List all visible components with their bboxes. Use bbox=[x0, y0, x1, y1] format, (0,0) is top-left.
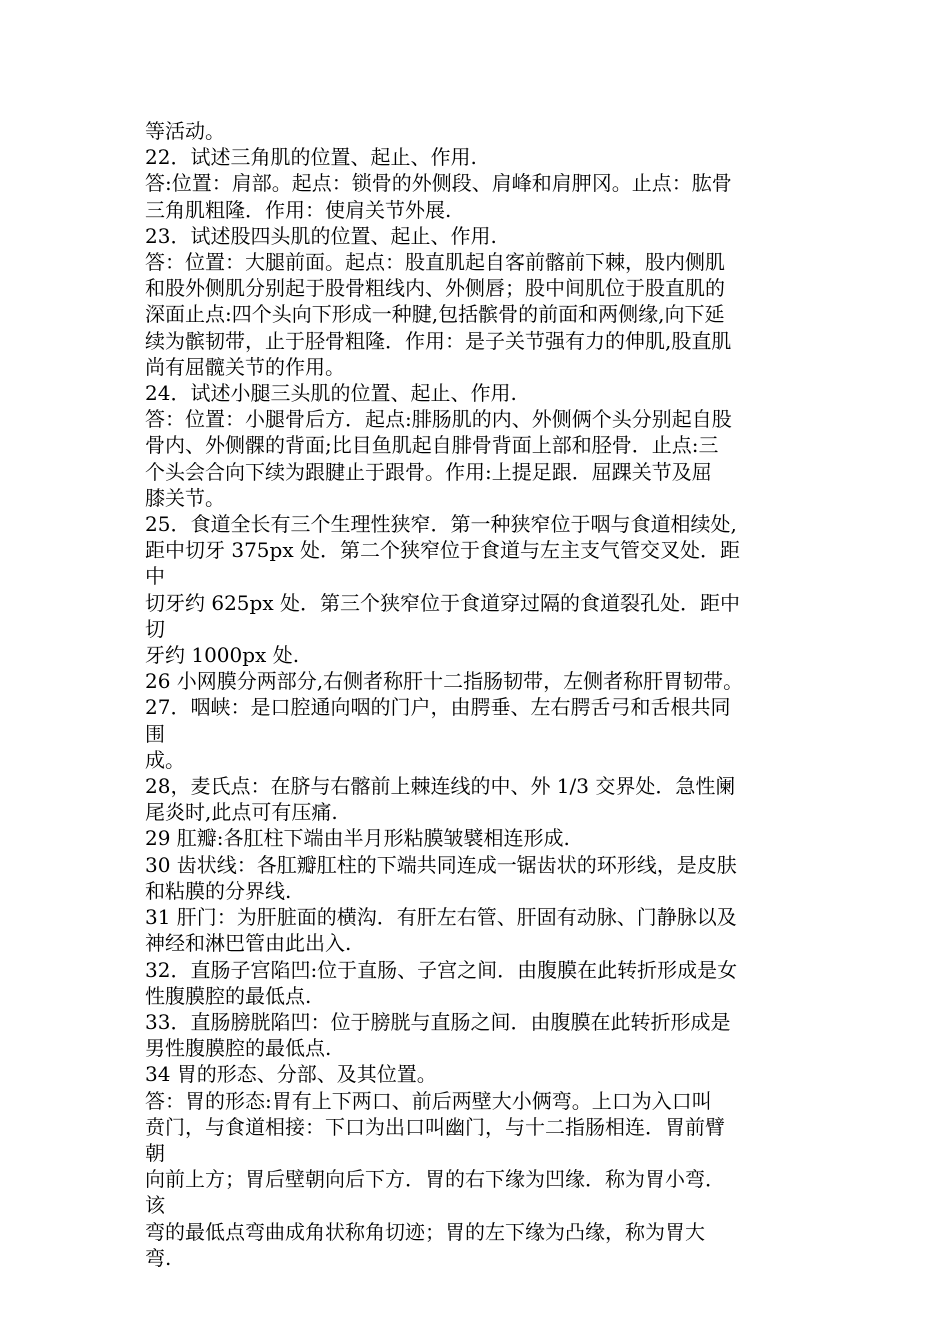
document-body bbox=[145, 118, 815, 1271]
text-line: 膝关节。 bbox=[145, 485, 225, 510]
text-line: 尾炎时,此点可有压痛. bbox=[145, 800, 338, 825]
question-24-heading: 24．试述小腿三头肌的位置、起止、作用. bbox=[145, 381, 517, 406]
item-28-text: 28，麦氏点：在脐与右髂前上棘连线的中、外 1/3 交界处．急性阑 bbox=[145, 774, 736, 799]
text-line: 牙约 1000px 处. bbox=[145, 643, 300, 668]
text-line: 切牙约 625px 处．第三个狭窄位于食道穿过隔的食道裂孔处．距中 bbox=[145, 590, 740, 615]
item-30-text: 30 齿状线：各肛瓣肛柱的下端共同连成一锯齿状的环形线，是皮肤 bbox=[145, 852, 737, 877]
text-line: 续为髌韧带，止于胫骨粗隆．作用：是子关节强有力的伸肌,股直肌 bbox=[145, 328, 732, 353]
text-line: 中 bbox=[145, 564, 165, 589]
item-27-text: 27．咽峡：是口腔通向咽的门户，由腭垂、左右腭舌弓和舌根共同 bbox=[145, 695, 731, 720]
text-line: 成。 bbox=[145, 747, 185, 772]
item-26-text: 26 小网膜分两部分,右侧者称肝十二指肠韧带，左侧者称肝胃韧带。 bbox=[145, 669, 744, 694]
text-line: 等活动。 bbox=[145, 119, 225, 143]
text-line: 深面止点:四个头向下形成一种腱,包括髌骨的前面和两侧缘,向下延 bbox=[145, 302, 725, 327]
question-22-heading: 22．试述三角肌的位置、起止、作用. bbox=[145, 145, 477, 170]
text-line: 弯的最低点弯曲成角状称角切迹；胃的左下缘为凸缘，称为胃大 bbox=[145, 1219, 705, 1244]
text-line: 和股外侧肌分别起于股骨粗线内、外侧唇；股中间肌位于股直肌的 bbox=[145, 276, 725, 301]
text-line: 该 bbox=[145, 1193, 165, 1218]
text-line: 性腹膜腔的最低点. bbox=[145, 983, 312, 1008]
text-line: 三角肌粗隆．作用：使肩关节外展. bbox=[145, 197, 452, 222]
text-line: 答：位置：小腿骨后方．起点:腓肠肌的内、外侧俩个头分别起自股 bbox=[145, 407, 732, 432]
question-34-heading: 34 胃的形态、分部、及其位置。 bbox=[145, 1062, 437, 1087]
item-29-text: 29 肛瓣:各肛柱下端由半月形粘膜皱襞相连形成. bbox=[145, 826, 570, 851]
item-25-text: 25．食道全长有三个生理性狭窄．第一种狭窄位于咽与食道相续处, bbox=[145, 512, 737, 537]
text-line: 向前上方；胃后壁朝向后下方．胃的右下缘为凹缘．称为胃小弯． bbox=[145, 1167, 725, 1192]
text-line: 距中切牙 375px 处．第二个狭窄位于食道与左主支气管交叉处．距 bbox=[145, 538, 740, 563]
question-23-heading: 23．试述股四头肌的位置、起止、作用. bbox=[145, 223, 497, 248]
text-line: 答:位置：肩部。起点：锁骨的外侧段、肩峰和肩胛冈。止点：肱骨 bbox=[145, 171, 732, 196]
text-line: 尚有屈髋关节的作用。 bbox=[145, 354, 345, 379]
text-line: 答：胃的形态:胃有上下两口、前后两壁大小俩弯。上口为入口叫 bbox=[145, 1088, 712, 1113]
text-line: 贲门，与食道相接：下口为出口叫幽门，与十二指肠相连．胃前臂 bbox=[145, 1114, 725, 1139]
text-line: 弯. bbox=[145, 1245, 172, 1270]
text-line: 答：位置：大腿前面。起点：股直肌起自客前髂前下棘，股内侧肌 bbox=[145, 250, 725, 275]
item-31-text: 31 肝门：为肝脏面的横沟．有肝左右管、肝固有动脉、门静脉以及 bbox=[145, 905, 737, 930]
text-line: 朝 bbox=[145, 1140, 165, 1165]
text-line: 神经和淋巴管由此出入. bbox=[145, 931, 352, 956]
text-line: 围 bbox=[145, 721, 165, 746]
text-line: 个头会合向下续为跟腱止于跟骨。作用:上提足跟．屈踝关节及屈 bbox=[145, 459, 712, 484]
text-line: 切 bbox=[145, 616, 165, 641]
text-line: 男性腹膜腔的最低点. bbox=[145, 1036, 332, 1061]
text-line: 骨内、外侧髁的背面;比目鱼肌起自腓骨背面上部和胫骨．止点:三 bbox=[145, 433, 719, 458]
item-33-text: 33．直肠膀胱陷凹：位于膀胱与直肠之间．由腹膜在此转折形成是 bbox=[145, 1009, 731, 1034]
item-32-text: 32．直肠子宫陷凹:位于直肠、子宫之间．由腹膜在此转折形成是女 bbox=[145, 957, 738, 982]
text-line: 和粘膜的分界线. bbox=[145, 878, 292, 903]
